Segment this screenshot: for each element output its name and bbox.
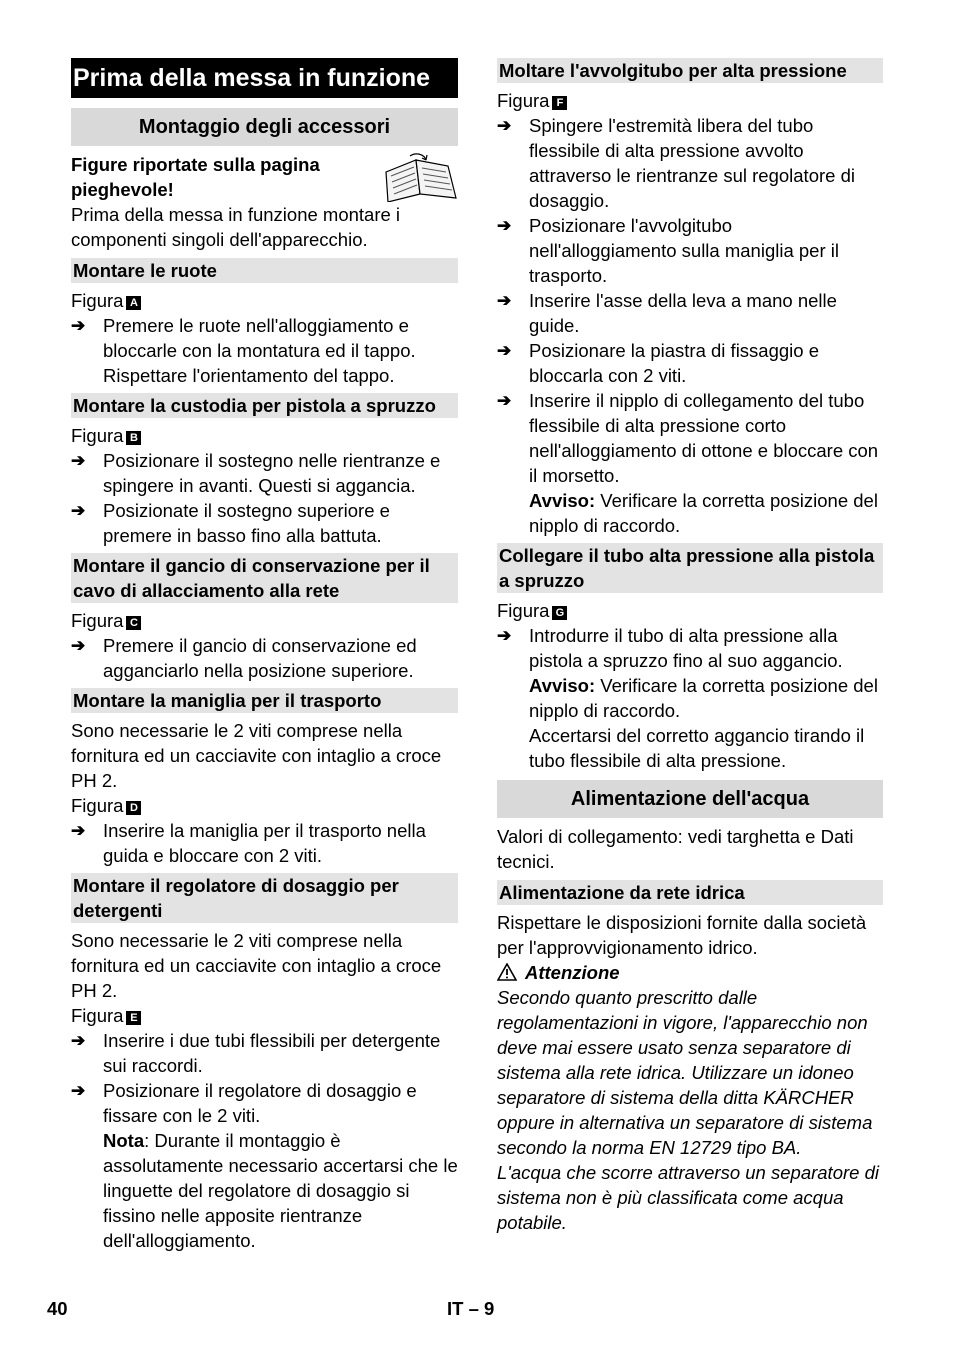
language-page: IT – 9 <box>447 1298 495 1319</box>
figura-c: Figura C <box>71 608 458 633</box>
intro <box>71 152 458 252</box>
figure-badge-e: E <box>126 1011 141 1025</box>
figura-b: Figura B <box>71 423 458 448</box>
warning-text-1: Secondo quanto prescritto dalle regolamentazioni in vigore, l'apparecchio non deve mai essere usato senza separatore di sistema alla rete idrica. Utilizzare un idoneo separatore di sistema della ditta KÄRCHER oppure in alternativa un separatore di sistema secondo la norma EN 12729 tipo BA. <box>497 987 873 1158</box>
accertarsi-text: Accertarsi del corretto aggancio tirando il tubo flessibile di alta pressione. <box>529 725 865 771</box>
arrow-icon: ➔ <box>497 116 512 135</box>
maniglia-text: Sono necessarie le 2 viti comprese nella fornitura ed un cacciavite con intaglio a croce PH 2. <box>71 720 442 791</box>
figura-f: Figura F <box>497 88 883 113</box>
intro-text: Prima della messa in funzione montare i componenti singoli dell'apparecchio. <box>71 204 401 250</box>
rete-text: Rispettare le disposizioni fornite dalla società per l'approvvigionamento idrico. <box>497 912 867 958</box>
step: ➔ Premere il gancio di conservazione ed agganciarlo nella posizione superiore. <box>71 635 417 681</box>
step: ➔ Posizionate il sostegno superiore e premere in basso fino alla battuta. <box>71 500 390 546</box>
arrow-icon: ➔ <box>497 291 512 310</box>
nota: Nota: Durante il montaggio è assolutamente necessario accertarsi che le linguette del regolatore di dosaggio si fissino nelle apposite rientranze dell'alloggiamento. <box>103 1130 458 1251</box>
arrow-icon: ➔ <box>71 1081 86 1100</box>
figure-badge-d: D <box>126 801 141 815</box>
figure-badge-c: C <box>126 616 141 630</box>
arrow-icon: ➔ <box>497 216 512 235</box>
page-title: Prima della messa in funzione <box>71 58 458 98</box>
figure-badge-a: A <box>126 296 141 310</box>
step: ➔ Premere le ruote nell'alloggiamento e bloccarle con la montatura ed il tappo. Rispettare l'orientamento del tappo. <box>71 315 416 386</box>
warning-text-2: L'acqua che scorre attraverso un separatore di sistema non è più classificata come acqua potabile. <box>497 1162 879 1233</box>
heading-gancio: Montare il gancio di conservazione per il cavo di allacciamento alla rete <box>71 553 458 603</box>
section-heading-acqua: Alimentazione dell'acqua <box>497 780 883 818</box>
step: ➔ Posizionare la piastra di fissaggio e bloccarla con 2 viti. <box>497 340 819 386</box>
figura-e: Figura E <box>71 1003 458 1028</box>
arrow-icon: ➔ <box>71 316 86 335</box>
avviso: Avviso: Verificare la corretta posizione del nipplo di raccordo. <box>529 675 878 721</box>
step: ➔ Inserire i due tubi flessibili per detergente sui raccordi. <box>71 1030 441 1076</box>
heading-rete: Alimentazione da rete idrica <box>497 880 883 905</box>
arrow-icon: ➔ <box>71 1031 86 1050</box>
section-heading-accessori: Montaggio degli accessori <box>71 108 458 146</box>
right-column <box>497 58 883 1235</box>
heading-regolatore: Montare il regolatore di dosaggio per detergenti <box>71 873 458 923</box>
figura-d: Figura D <box>71 793 458 818</box>
heading-ruote: Montare le ruote <box>71 258 458 283</box>
warning-icon <box>497 963 517 981</box>
arrow-icon: ➔ <box>71 636 86 655</box>
attenzione-heading: Attenzione <box>497 960 883 985</box>
left-column <box>71 58 458 1253</box>
step: ➔ Posizionare il regolatore di dosaggio e fissare con le 2 viti. <box>71 1080 417 1126</box>
step: ➔ Inserire l'asse della leva a mano nelle guide. <box>497 290 837 336</box>
intro-bold: Figure riportate sulla pagina pieghevole! <box>71 154 320 200</box>
heading-avvolgitubo: Moltare l'avvolgitubo per alta pressione <box>497 58 883 83</box>
step: ➔ Inserire il nipplo di collegamento del tubo flessibile di alta pressione corto nell'alloggiamento di ottone e bloccare con il morsetto. <box>497 390 879 486</box>
regolatore-text: Sono necessarie le 2 viti comprese nella fornitura ed un cacciavite con intaglio a croce PH 2. <box>71 930 442 1001</box>
figure-badge-g: G <box>552 606 567 620</box>
figure-badge-f: F <box>552 96 567 110</box>
arrow-icon: ➔ <box>71 451 86 470</box>
figura-a: Figura A <box>71 288 458 313</box>
arrow-icon: ➔ <box>71 821 86 840</box>
step: ➔ Introdurre il tubo di alta pressione alla pistola a spruzzo fino al suo aggancio. <box>497 625 843 671</box>
page-number: 40 <box>47 1298 68 1319</box>
step: ➔ Posizionare l'avvolgitubo nell'alloggiamento sulla maniglia per il trasporto. <box>497 215 839 286</box>
heading-maniglia: Montare la maniglia per il trasporto <box>71 688 458 713</box>
heading-collegare: Collegare il tubo alta pressione alla pistola a spruzzo <box>497 543 883 593</box>
avviso: Avviso: Verificare la corretta posizione del nipplo di raccordo. <box>529 490 878 536</box>
heading-custodia: Montare la custodia per pistola a spruzzo <box>71 393 458 418</box>
figura-g: Figura G <box>497 598 883 623</box>
step: ➔ Posizionare il sostegno nelle rientranze e spingere in avanti. Questi si aggancia. <box>71 450 441 496</box>
arrow-icon: ➔ <box>497 341 512 360</box>
arrow-icon: ➔ <box>497 626 512 645</box>
arrow-icon: ➔ <box>497 391 512 410</box>
foldout-book-icon <box>376 152 458 202</box>
figure-badge-b: B <box>126 431 141 445</box>
step: ➔ Inserire la maniglia per il trasporto nella guida e bloccare con 2 viti. <box>71 820 426 866</box>
arrow-icon: ➔ <box>71 501 86 520</box>
valori-text: Valori di collegamento: vedi targhetta e Dati tecnici. <box>497 826 854 872</box>
step: ➔ Spingere l'estremità libera del tubo flessibile di alta pressione avvolto attraverso le rientranze sul regolatore di dosaggio. <box>497 115 855 211</box>
